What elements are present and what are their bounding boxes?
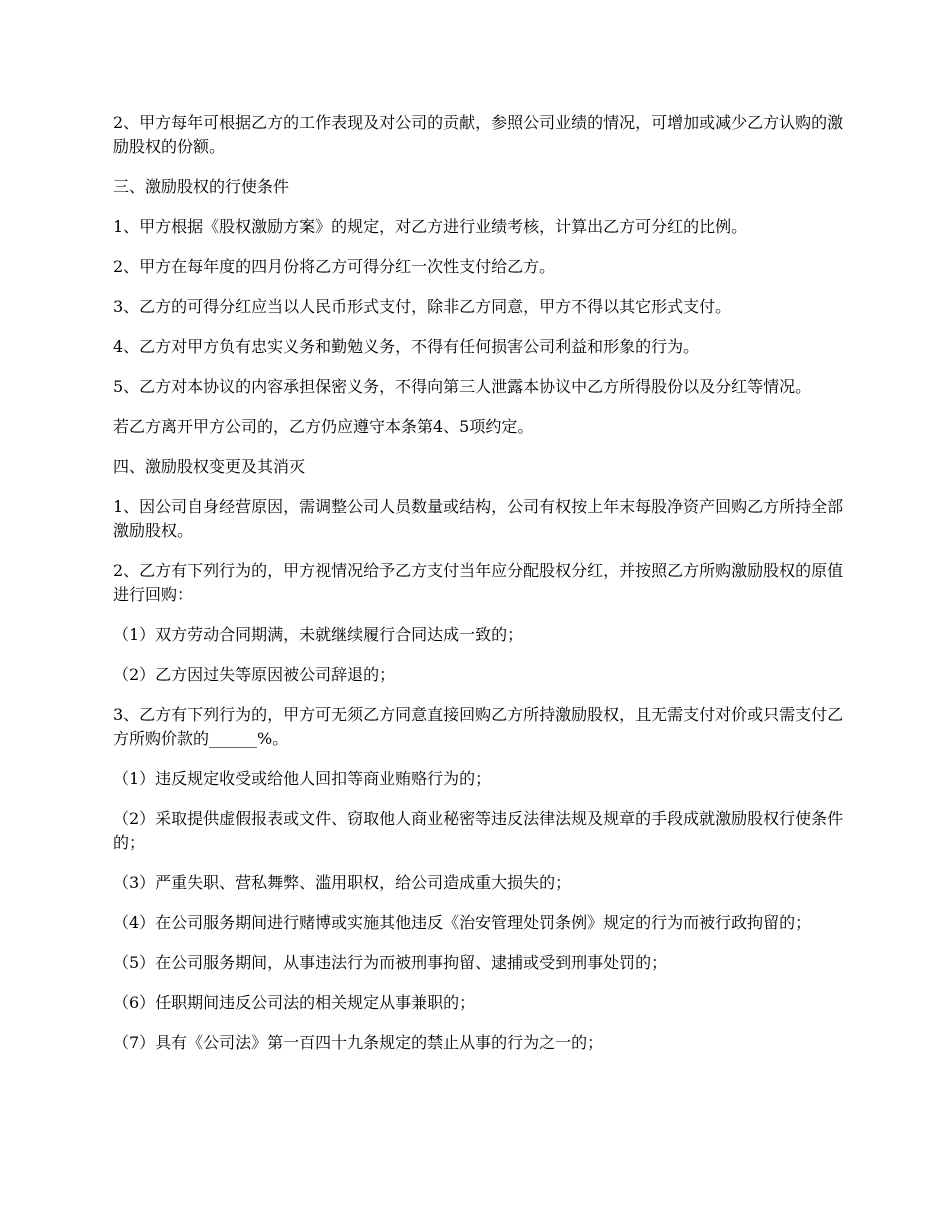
- list-item: （1）违反规定收受或给他人回扣等商业贿赂行为的；: [113, 769, 492, 788]
- paragraph: 5、乙方对本协议的内容承担保密义务，不得向第三人泄露本协议中乙方所得股份以及分红等情况。: [113, 377, 812, 396]
- paragraph: 1、因公司自身经营原因，需调整公司人员数量或结构，公司有权按上年末每股净资产回购乙方所持全部激励股权。: [113, 497, 844, 540]
- paragraph: 1、甲方根据《股权激励方案》的规定，对乙方进行业绩考核，计算出乙方可分红的比例。: [113, 217, 748, 236]
- paragraph: 3、乙方的可得分红应当以人民币形式支付，除非乙方同意，甲方不得以其它形式支付。: [113, 297, 732, 316]
- list-item: （2）乙方因过失等原因被公司辞退的；: [113, 665, 396, 684]
- document-body: [113, 111, 848, 1071]
- section-heading: 四、激励股权变更及其消灭: [113, 457, 306, 476]
- list-item: （2）采取提供虚假报表或文件、窃取他人商业秘密等违反法律法规及规章的手段成就激励股权行使条件的；: [113, 809, 844, 852]
- list-item: （1）双方劳动合同期满，未就继续履行合同达成一致的；: [113, 625, 524, 644]
- paragraph: 2、乙方有下列行为的，甲方视情况给予乙方支付当年应分配股权分红，并按照乙方所购激励股权的原值进行回购：: [113, 561, 844, 604]
- paragraph: 2、甲方每年可根据乙方的工作表现及对公司的贡献，参照公司业绩的情况，可增加或减少乙方认购的激励股权的份额。: [113, 113, 844, 156]
- paragraph: 3、乙方有下列行为的，甲方可无须乙方同意直接回购乙方所持激励股权，且无需支付对价或只需支付乙方所购价款的______%。: [113, 705, 844, 748]
- paragraph: 2、甲方在每年度的四月份将乙方可得分红一次性支付给乙方。: [113, 257, 556, 276]
- list-item: （3）严重失职、营私舞弊、滥用职权，给公司造成重大损失的；: [113, 873, 572, 892]
- paragraph: 若乙方离开甲方公司的，乙方仍应遵守本条第4、5项约定。: [113, 417, 534, 436]
- list-item: （5）在公司服务期间，从事违法行为而被刑事拘留、逮捕或受到刑事处罚的；: [113, 953, 668, 972]
- list-item: （7）具有《公司法》第一百四十九条规定的禁止从事的行为之一的；: [113, 1033, 604, 1052]
- section-heading: 三、激励股权的行使条件: [113, 177, 290, 196]
- paragraph: 4、乙方对甲方负有忠实义务和勤勉义务，不得有任何损害公司利益和形象的行为。: [113, 337, 700, 356]
- list-item: （6）任职期间违反公司法的相关规定从事兼职的；: [113, 993, 476, 1012]
- list-item: （4）在公司服务期间进行赌博或实施其他违反《治安管理处罚条例》规定的行为而被行政拘留的；: [113, 913, 812, 932]
